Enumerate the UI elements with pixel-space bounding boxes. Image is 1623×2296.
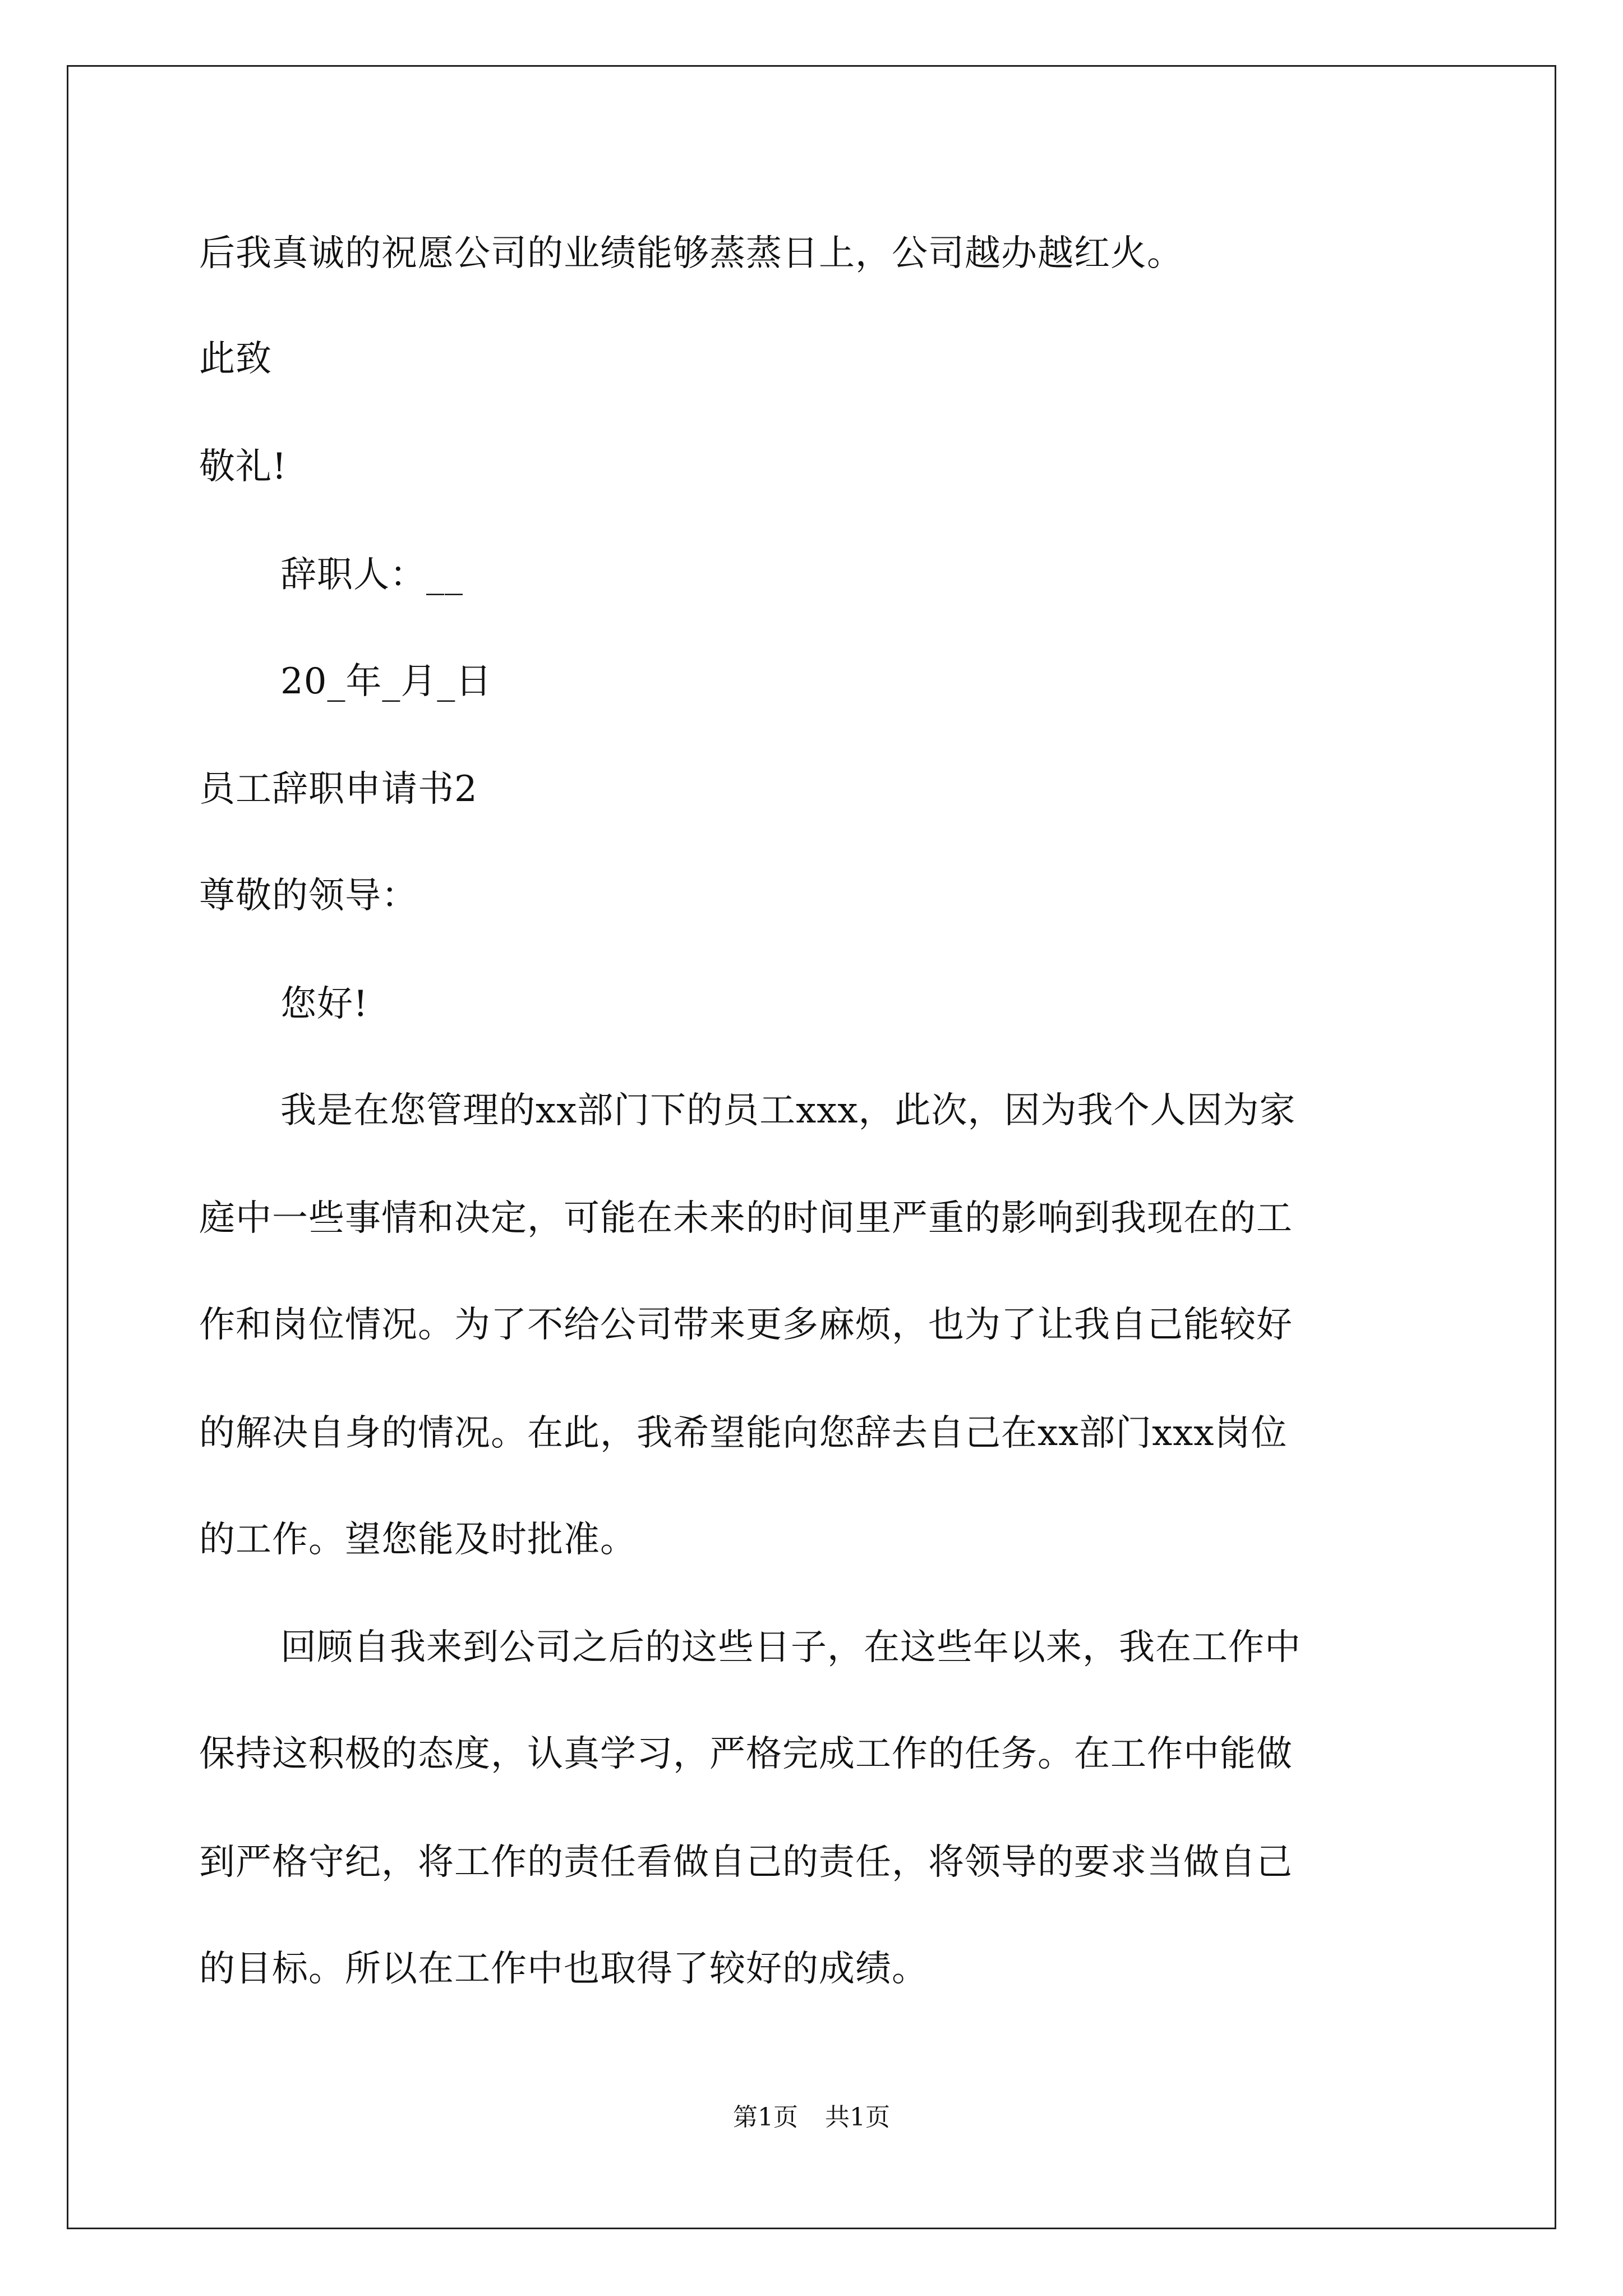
paragraph-2-line: 到严格守纪，将工作的责任看做自己的责任，将领导的要求当做自己 [199, 1842, 1293, 1883]
signature-line: 辞职人：__ [280, 554, 463, 596]
date-line: 20_年_月_日 [280, 661, 492, 702]
paragraph-2-line: 保持这积极的态度，认真学习，严格完成工作的任务。在工作中能做 [199, 1733, 1293, 1775]
page-total: 共1页 [825, 2103, 890, 2132]
paragraph-2-line: 回顾自我来到公司之后的这些日子，在这些年以来，我在工作中 [280, 1627, 1301, 1668]
page-number: 第1页 [733, 2103, 798, 2132]
paragraph-2-line: 的目标。所以在工作中也取得了较好的成绩。 [199, 1948, 928, 1990]
closing-regards: 敬礼! [199, 446, 287, 487]
paragraph-1-line: 作和岗位情况。为了不给公司带来更多麻烦，也为了让我自己能较好 [199, 1304, 1293, 1346]
text-line: 后我真诚的祝愿公司的业绩能够蒸蒸日上，公司越办越红火。 [199, 233, 1183, 274]
closing-salutation: 此致 [199, 338, 272, 380]
paragraph-1-line: 庭中一些事情和决定，可能在未来的时间里严重的影响到我现在的工 [199, 1198, 1293, 1239]
greeting: 您好! [280, 983, 368, 1025]
page-footer [0, 2101, 1623, 2134]
page-border [67, 65, 1556, 2229]
paragraph-1-line: 的工作。望您能及时批准。 [199, 1519, 637, 1561]
greeting-recipient: 尊敬的领导： [199, 875, 418, 917]
section-title: 员工辞职申请书2 [199, 769, 478, 810]
paragraph-1-line: 我是在您管理的xx部门下的员工xxx，此次，因为我个人因为家 [280, 1090, 1296, 1131]
paragraph-1-line: 的解决自身的情况。在此，我希望能向您辞去自己在xx部门xxx岗位 [199, 1412, 1288, 1454]
